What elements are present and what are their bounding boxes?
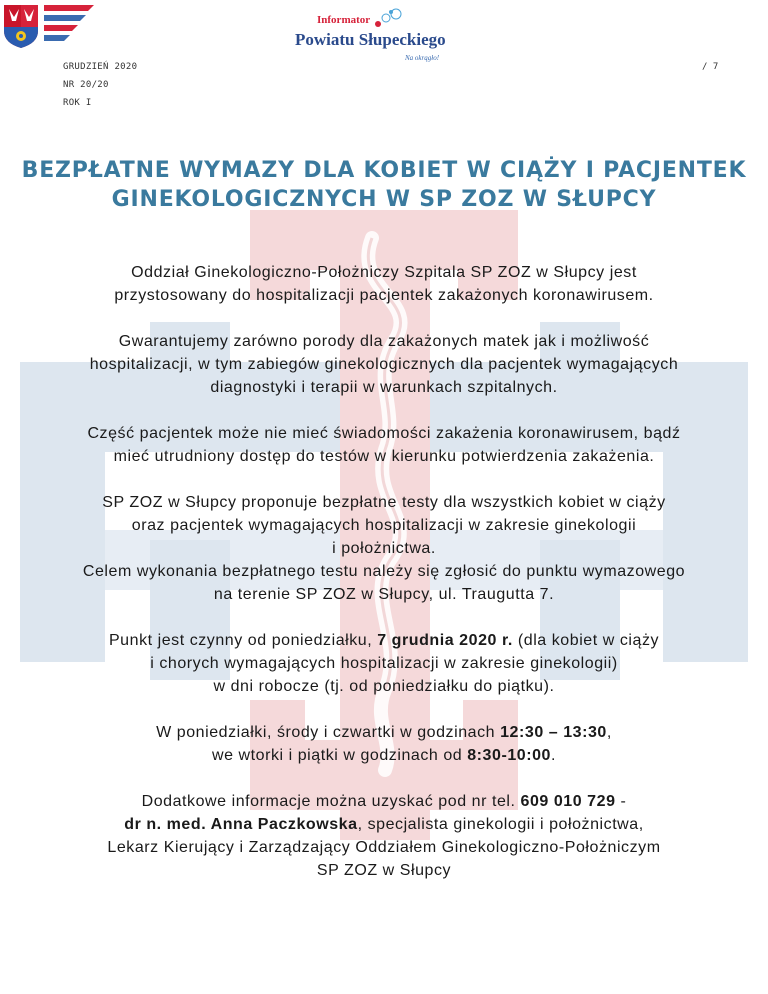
paragraph-1 (0, 261, 768, 307)
text-line: SP ZOZ w Słupcy proponuje bezpłatne testy dla wszystkich kobiet w ciąży (102, 494, 666, 511)
text-line (0, 744, 768, 767)
paragraph-6 (0, 721, 768, 767)
paragraph-4 (0, 491, 768, 606)
start-date: 7 grudnia 2020 r. (377, 632, 513, 649)
page-number: / 7 (702, 62, 719, 72)
hours-tue-fri: 8:30-10:00 (467, 747, 552, 764)
issue-year: ROK I (63, 98, 92, 108)
publication-logo (290, 8, 490, 68)
flag-stripes-icon (44, 3, 96, 49)
text-line: przystosowany do hospitalizacji pacjentek zakażonych koronawirusem. (114, 287, 654, 304)
issue-meta (63, 58, 137, 112)
doctor-name: dr n. med. Anna Paczkowska (124, 816, 358, 833)
text-span: we wtorki i piątki w godzinach od (211, 747, 468, 764)
paragraph-5 (0, 629, 768, 698)
text-line: Część pacjentek może nie mieć świadomości zakażenia koronawirusem, bądź (87, 425, 681, 442)
logo-tagline: Na okrągło! (405, 54, 440, 62)
text-line: Oddział Ginekologiczno-Położniczy Szpitala SP ZOZ w Słupcy jest (131, 264, 637, 281)
text-line: na terenie SP ZOZ w Słupcy, ul. Traugutta 7. (213, 586, 555, 603)
text-line: SP ZOZ w Słupcy (316, 862, 452, 879)
text-span: . (551, 747, 557, 764)
paragraph-3 (0, 422, 768, 468)
text-line: w dni robocze (tj. od poniedziałku do piątku). (213, 678, 555, 695)
article-body (0, 261, 768, 882)
text-line (0, 813, 768, 836)
logo-small-text: Informator (317, 14, 371, 26)
text-span: , (606, 724, 612, 741)
text-span: Dodatkowe informacje można uzyskać pod nr tel. (141, 793, 521, 810)
text-line: Celem wykonania bezpłatnego testu należy się zgłosić do punktu wymazowego (82, 563, 686, 580)
hours-mon-wed-thu: 12:30 – 13:30 (500, 724, 607, 741)
bubbles-icon (372, 8, 412, 32)
title-line-1: BEZPŁATNE WYMAZY DLA KOBIET W CIĄŻY I PACJENTEK (21, 158, 747, 183)
text-line: hospitalizacji, w tym zabiegów ginekologicznych dla pacjentek wymagających (89, 356, 679, 373)
title-line-2: GINEKOLOGICZNYCH W SP ZOZ W SŁUPCY (111, 187, 657, 212)
text-line: Lekarz Kierujący i Zarządzający Oddziałem Ginekologiczno-Położniczym (107, 839, 661, 856)
paragraph-2 (0, 330, 768, 399)
coat-of-arms-icon (2, 3, 40, 49)
text-span: (dla kobiet w ciąży (512, 632, 660, 649)
article-title (0, 156, 768, 214)
issue-number: NR 20/20 (63, 80, 109, 90)
text-line (0, 790, 768, 813)
logo-title: Powiatu Słupeckiego (295, 30, 446, 49)
text-span: W poniedziałki, środy i czwartki w godzinach (156, 724, 501, 741)
text-line: diagnostyki i terapii w warunkach szpitalnych. (210, 379, 558, 396)
text-span: Punkt jest czynny od poniedziałku, (108, 632, 378, 649)
text-line: Gwarantujemy zarówno porody dla zakażonych matek jak i możliwość (118, 333, 650, 350)
phone-number: 609 010 729 (520, 793, 616, 810)
text-line: i położnictwa. (332, 540, 436, 557)
text-line (0, 629, 768, 652)
text-line: mieć utrudniony dostęp do testów w kierunku potwierdzenia zakażenia. (113, 448, 655, 465)
issue-date: GRUDZIEŃ 2020 (63, 62, 138, 72)
text-line (0, 721, 768, 744)
text-line: oraz pacjentek wymagających hospitalizacji w zakresie ginekologii (131, 517, 637, 534)
text-span: , specjalista ginekologii i położnictwa, (357, 816, 644, 833)
paragraph-7 (0, 790, 768, 882)
text-line: i chorych wymagających hospitalizacji w zakresie ginekologii) (150, 655, 618, 672)
text-span: - (615, 793, 627, 810)
